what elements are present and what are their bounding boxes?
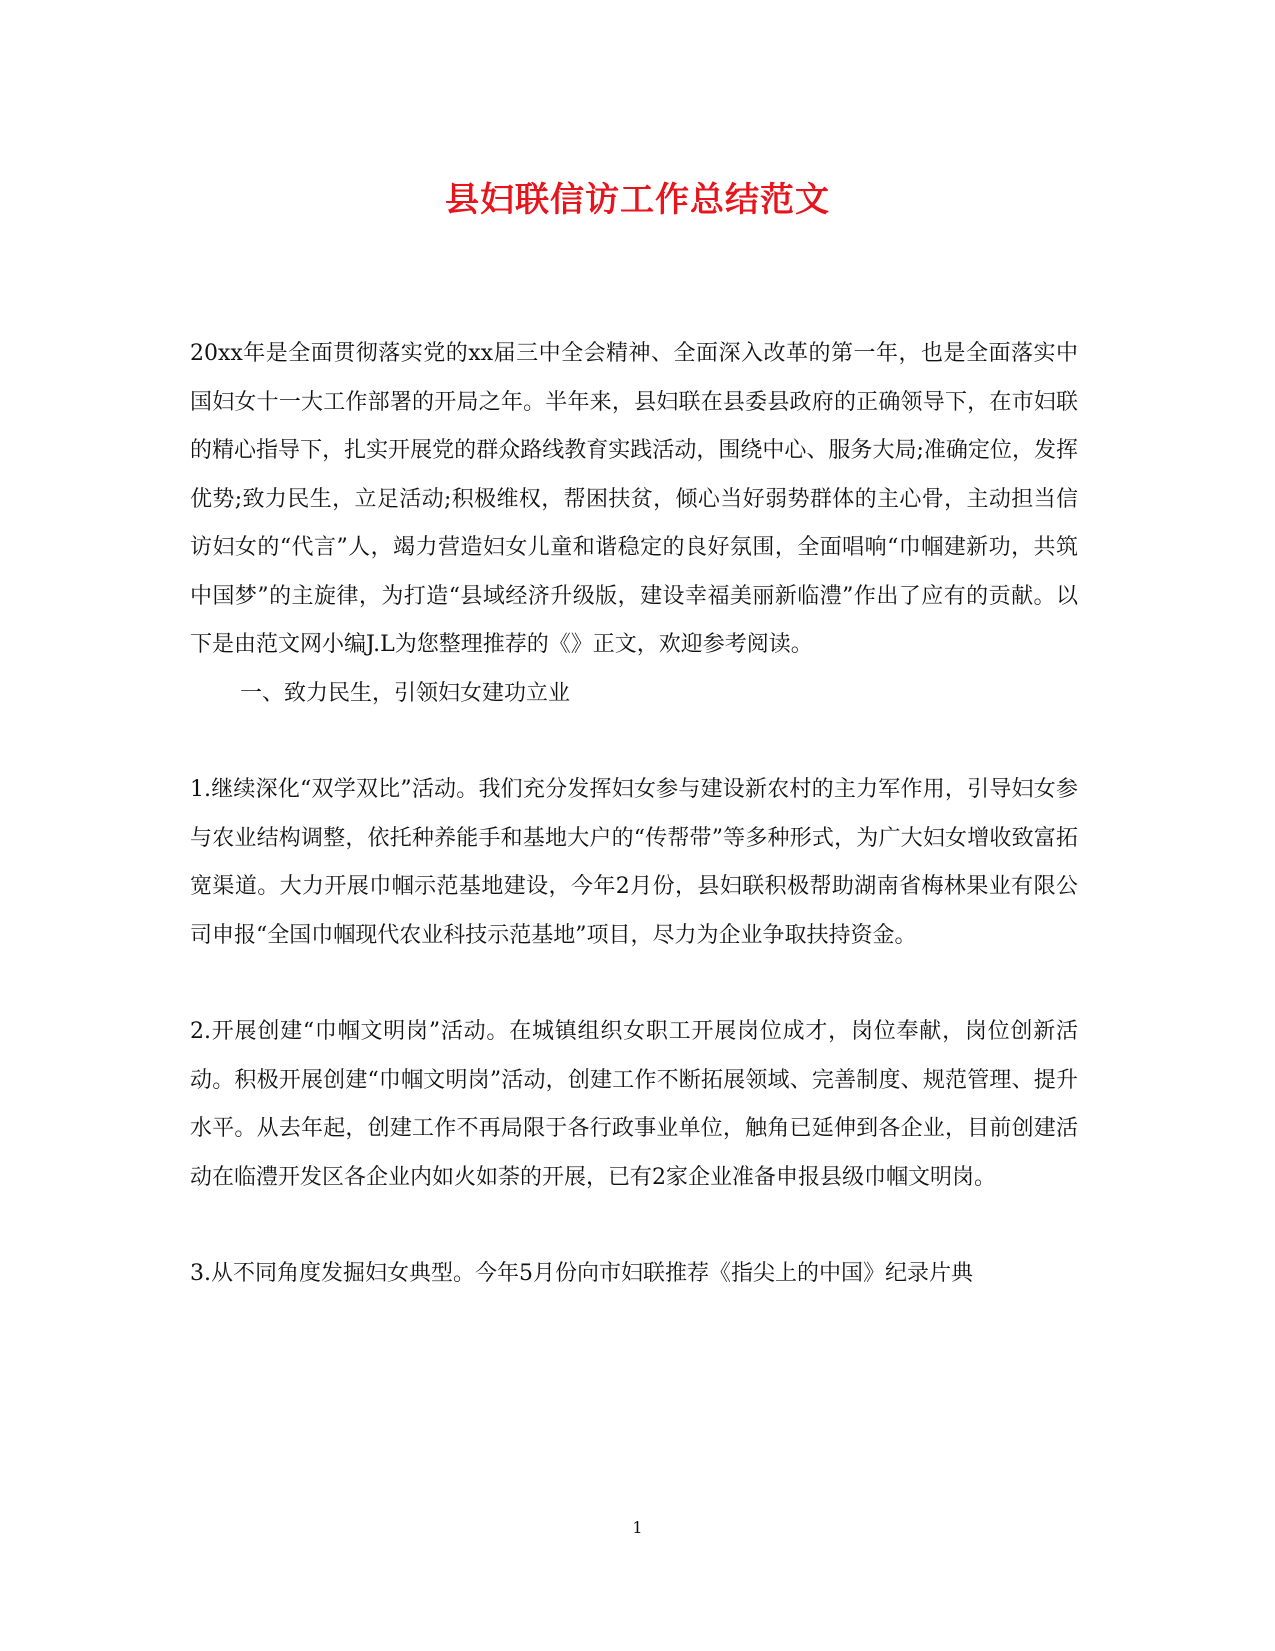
document-title: 县妇联信访工作总结范文 [445,180,830,220]
intro-paragraph: 20xx年是全面贯彻落实党的xx届三中全会精神、全面深入改革的第一年，也是全面落实中国妇女十一大工作部署的开局之年。半年来，县妇联在县委县政府的正确领导下，在市妇联的精心指导下，扎实开展党的群众路线教育实践活动，围绕中心、服务大局;准确定位，发挥优势;致力民生，立足活动;积极维权，帮困扶贫，倾心当好弱势群体的主心骨，主动担当信访妇女的“代言”人，竭力营造妇女儿童和谐稳定的良好氛围，全面唱响“巾帼建新功，共筑中国梦”的主旋律，为打造“县域经济升级版，建设幸福美丽新临澧”作出了应有的贡献。以下是由范文网小编J.L为您整理推荐的《》正文，欢迎参考阅读。 [190,341,1078,657]
list-item-3: 3.从不同角度发掘妇女典型。今年5月份向市妇联推荐《指尖上的中国》纪录片典 [190,1261,973,1286]
section-heading: 一、致力民生，引领妇女建功立业 [240,680,571,706]
paragraph-spacer [190,1202,1078,1250]
paragraph-spacer [190,718,1078,766]
paragraph-spacer [190,960,1078,1008]
list-item-1: 1.继续深化“双学双比”活动。我们充分发挥妇女参与建设新农村的主力军作用，引导妇女参与农业结构调整，依托种养能手和基地大户的“传帮带”等多种形式，为广大妇女增收致富拓宽渠道。大力开展巾帼示范基地建设，今年2月份，县妇联积极帮助湖南省梅林果业有限公司申报“全国巾帼现代农业科技示范基地”项目，尽力为企业争取扶持资金。 [190,777,1078,948]
document-body [190,330,1078,1299]
page-number: 1 [632,1518,643,1537]
list-item-2: 2.开展创建“巾帼文明岗”活动。在城镇组织女职工开展岗位成才，岗位奉献，岗位创新活动。积极开展创建“巾帼文明岗”活动，创建工作不断拓展领域、完善制度、规范管理、提升水平。从去年起，创建工作不再局限于各行政事业单位，触角已延伸到各企业，目前创建活动在临澧开发区各企业内如火如荼的开展，已有2家企业准备申报县级巾帼文明岗。 [190,1019,1078,1190]
